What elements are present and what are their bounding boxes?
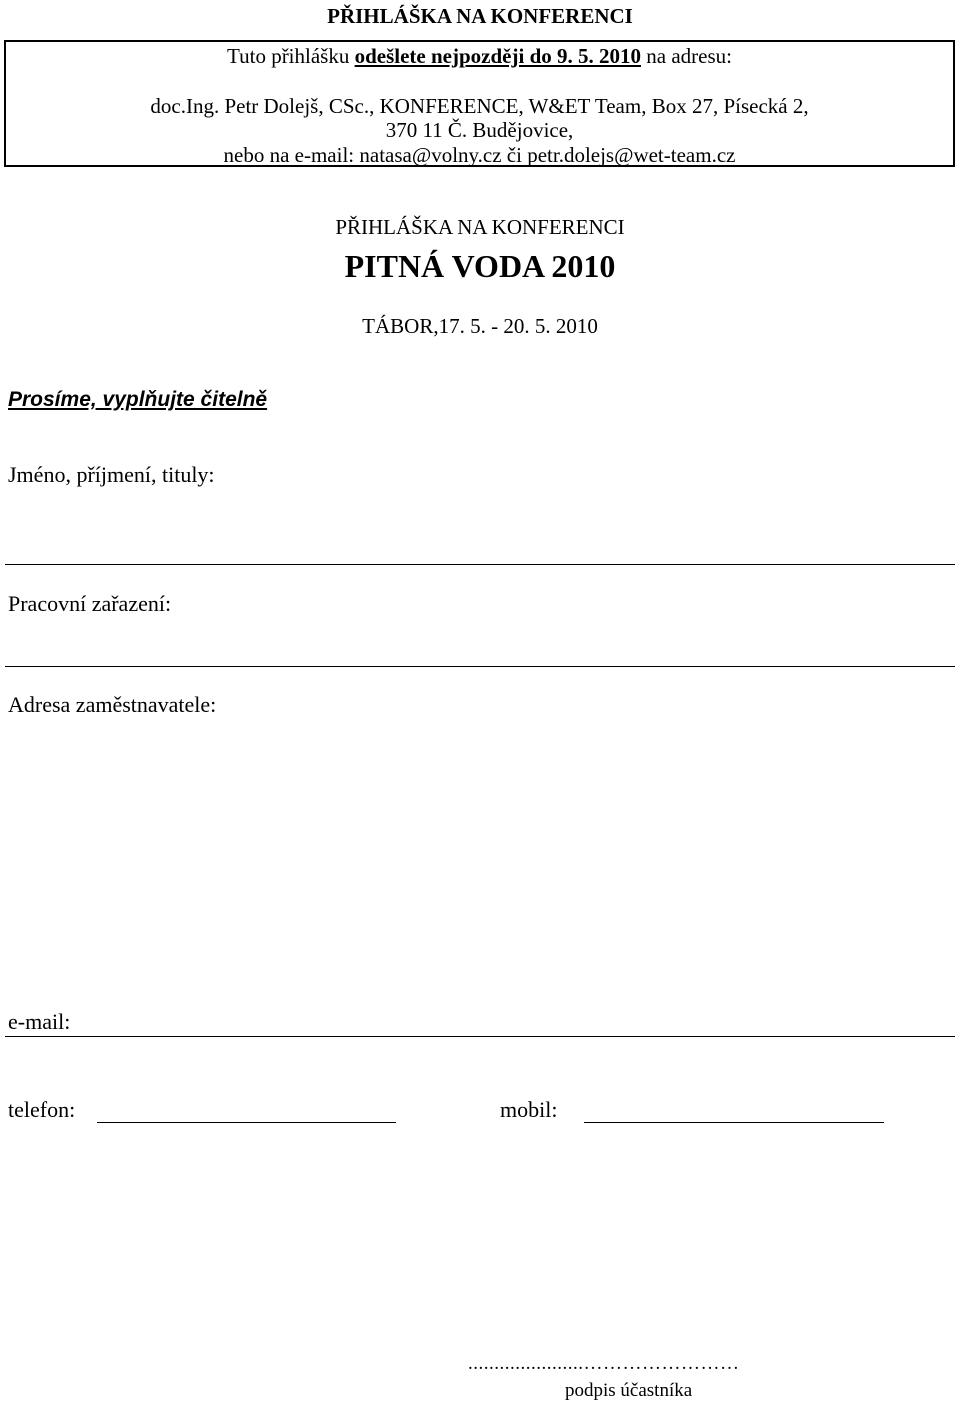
deadline-line <box>6 44 953 69</box>
employer-address-label: Adresa zaměstnavatele: <box>8 692 217 717</box>
signature-label: podpis účastníka <box>565 1380 693 1401</box>
email-field-label: e-mail: <box>8 1009 71 1034</box>
mobile-field-label: mobil: <box>500 1097 558 1122</box>
phone-field-label: telefon: <box>8 1097 76 1122</box>
position-field-label: Pracovní zařazení: <box>8 591 172 616</box>
name-field-line[interactable] <box>5 564 955 565</box>
conference-name: PITNÁ VODA 2010 <box>344 248 616 284</box>
address-box <box>4 40 955 167</box>
email-contact-line: nebo na e-mail: natasa@volny.cz či petr.dolejs@wet-team.cz <box>223 143 736 167</box>
deadline-date: odešlete nejpozději do 9. 5. 2010 <box>354 44 642 68</box>
address-line-2: 370 11 Č. Budějovice, <box>385 118 574 142</box>
deadline-prefix: Tuto přihlášku <box>227 44 355 68</box>
fill-legibly-notice: Prosíme, vyplňujte čitelně <box>8 388 268 411</box>
mobile-field-line[interactable] <box>584 1122 884 1123</box>
address-line-1: doc.Ing. Petr Dolejš, CSc., KONFERENCE, W&ET Team, Box 27, Písecká 2, <box>150 94 809 118</box>
conference-place-dates: TÁBOR,17. 5. - 20. 5. 2010 <box>362 314 598 338</box>
signature-dotted-line[interactable]: ......................…………………… <box>468 1353 740 1374</box>
form-top-title: PŘIHLÁŠKA NA KONFERENCI <box>327 4 633 28</box>
phone-field-line[interactable] <box>97 1122 396 1123</box>
name-field-label: Jméno, příjmení, tituly: <box>8 462 215 487</box>
deadline-suffix: na adresu: <box>641 44 732 68</box>
email-field-line[interactable] <box>5 1036 955 1037</box>
conference-subtitle: PŘIHLÁŠKA NA KONFERENCI <box>335 215 625 239</box>
position-field-line[interactable] <box>5 666 955 667</box>
